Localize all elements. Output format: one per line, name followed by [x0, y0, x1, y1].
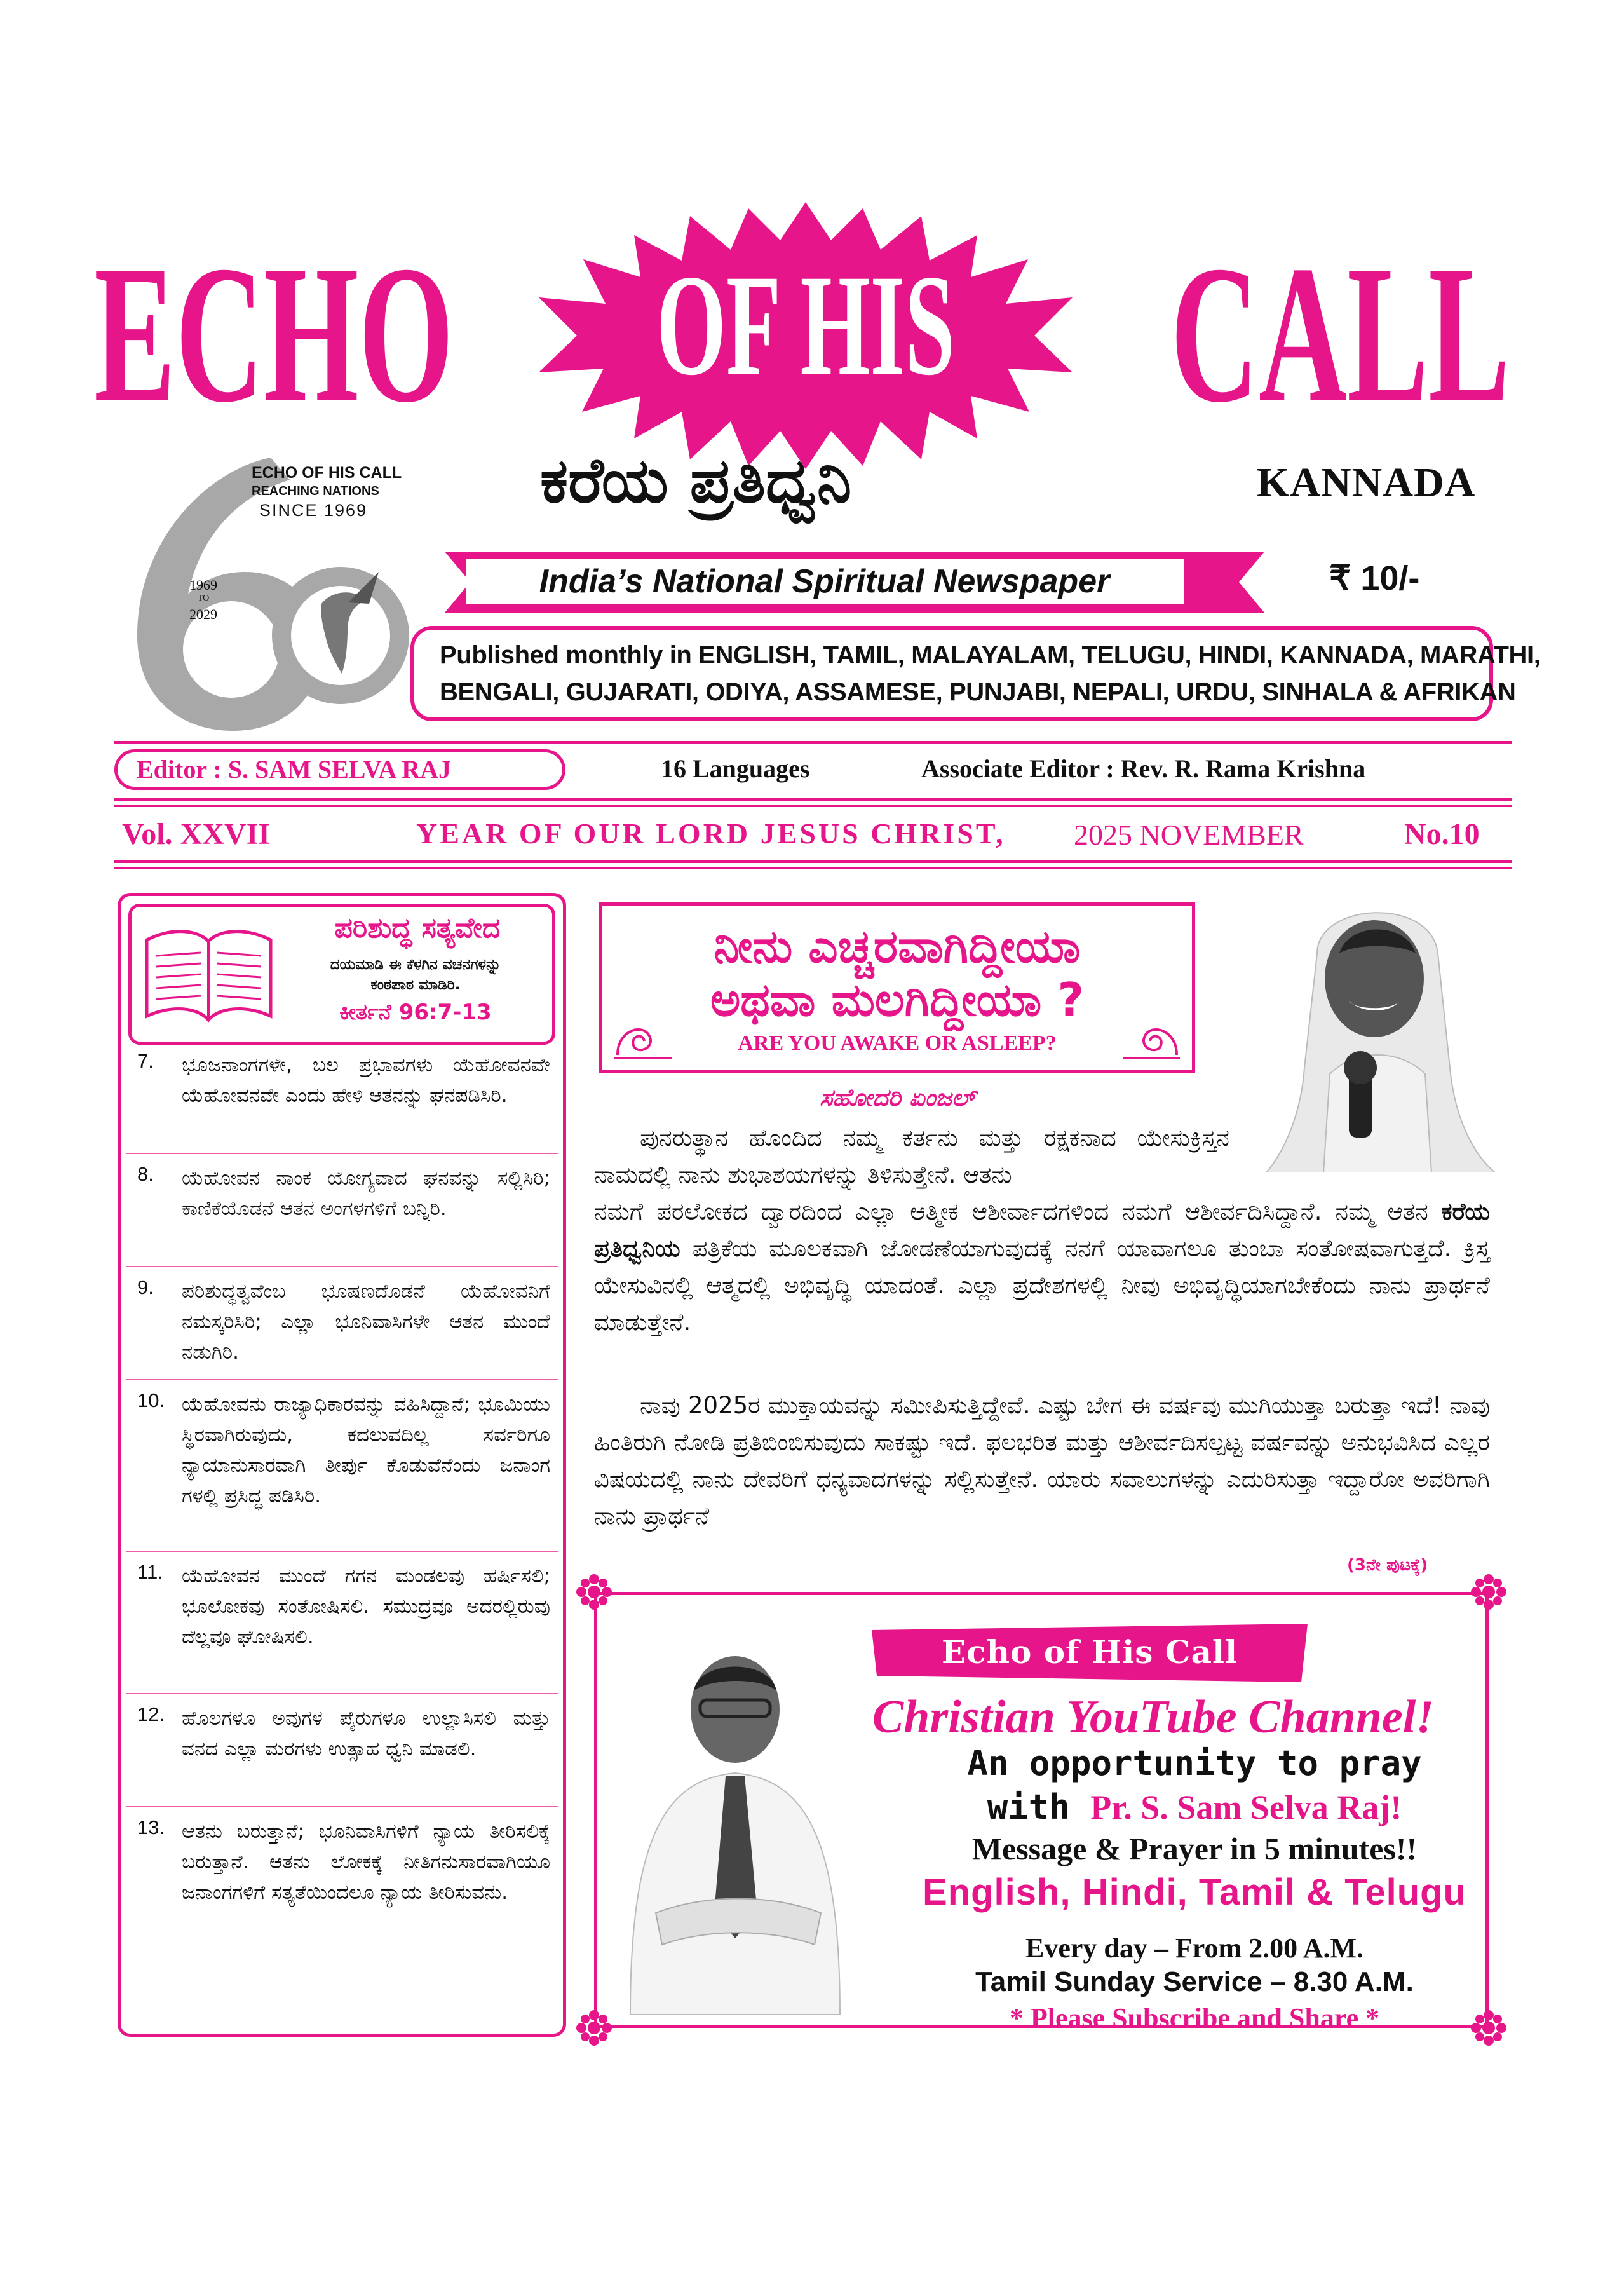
verse-text: ಭೂಜನಾಂಗಗಳೇ, ಬಲ ಪ್ರಭಾವಗಳು ಯೆಹೋವನವೇ ಯೆಹೋವನವೇ ಎಂದು ಹೇಳಿ ಆತನನ್ನು ಘನಪಡಿಸಿರಿ. [182, 1054, 550, 1107]
issue-number: No.10 [1404, 817, 1480, 851]
ad-line-5: Every day – From 2.00 A.M. [1025, 1933, 1364, 1964]
kannada-title: ಕರೆಯ ಪ್ರತಿಧ್ವನಿ [540, 445, 852, 517]
published-line-2: BENGALI, GUJARATI, ODIYA, ASSAMESE, PUNJABI, NEPALI, URDU, SINHALA & AFRIKAN [440, 678, 1516, 706]
published-languages-box [410, 626, 1541, 721]
rule [114, 798, 1512, 801]
flower-star-icon [1471, 1574, 1506, 1610]
verse-text: ಪರಿಶುದ್ಧತ್ವವೆಂಬ ಭೂಷಣದೊಡನೆ ಯೆಹೋವನಿಗೆ ನಮಸ್ಕರಿಸಿರಿ; ಎಲ್ಲಾ ಭೂನಿವಾಸಿಗಳೇ ಆತನ ಮುಂದೆ ನಡುಗಿರಿ. [182, 1280, 550, 1364]
verse-text: ಯೆಹೋವನು ರಾಜ್ಯಾಧಿಕಾರವನ್ನು ವಹಿಸಿದ್ದಾನೆ; ಭೂಮಿಯು ಸ್ಥಿರವಾಗಿರುವುದು, ಕದಲುವದಿಲ್ಲ ಸರ್ವರಿಗೂ ನ್ಯಾಯಾನುಸಾರವಾಗಿ ತೀರ್ಪು ಕೊಡುವೆನೆಂದು ಜನಾಂಗ ಗಳಲ್ಲಿ ಪ್ರಸಿದ್ಧ ಪಡಿಸಿರಿ. [182, 1393, 550, 1507]
flower-star-icon [576, 1574, 612, 1610]
scripture-header [128, 904, 555, 1045]
logo-line3: SINCE 1969 [259, 501, 368, 520]
headline-line-1: ನೀನು ಎಚ್ಚರವಾಗಿದ್ದೀಯಾ [714, 920, 1081, 973]
divider [126, 1266, 558, 1267]
rule [114, 860, 1512, 863]
rule [114, 741, 1512, 744]
article-headline-box [599, 902, 1195, 1073]
verse-number: 12. [137, 1703, 165, 1725]
scripture-reference: ಕೀರ್ತನೆ 96:7-13 [339, 1000, 492, 1025]
verse-text: ಆತನು ಬರುತ್ತಾನೆ; ಭೂನಿವಾಸಿಗಳಿಗೆ ನ್ಯಾಯ ತೀರಿಸಲಿಕ್ಕೆ ಬರುತ್ತಾನೆ. ಆತನು ಲೋಕಕ್ಕೆ ನೀತಿಗನುಸಾರವಾಗಿಯೂ ಜನಾಂಗಗಳಿಗೆ ಸತ್ಯತೆಯಿಂದಲೂ ನ್ಯಾಯ ತೀರಿಸುವನು. [182, 1820, 550, 1904]
rule [114, 867, 1512, 869]
verse-number: 7. [137, 1050, 154, 1072]
divider [126, 1153, 558, 1154]
ad-line-2 [902, 1787, 1487, 1827]
ad-line-1: An opportunity to pray [967, 1743, 1422, 1783]
divider [126, 1693, 558, 1694]
verse-number: 8. [137, 1163, 154, 1185]
verse-text: ಯೆಹೋವನ ನಾಂಕ ಯೋಗ್ಯವಾದ ಘನವನ್ನು ಸಲ್ಲಿಸಿರಿ; ಕಾಣಿಕೆಯೊಡನೆ ಆತನ ಅಂಗಳಗಳಿಗೆ ಬನ್ನಿರಿ. [182, 1167, 550, 1220]
ad-line-2-name: Pr. S. Sam Selva Raj! [1090, 1788, 1402, 1826]
anniversary-logo [112, 445, 410, 737]
para-text: ನಮಗೆ ಪರಲೋಕದ ದ್ವಾರದಿಂದ ಎಲ್ಲಾ ಆತ್ಮೀಕ ಆಶೀರ್ವಾದಗಳಿಂದ ನಮಗೆ ಆಶೀರ್ವದಿಸಿದ್ದಾನೆ. ನಮ್ಮ ಆತನ [594, 1198, 1428, 1225]
verse-number: 13. [137, 1816, 165, 1839]
masthead-call: CALL [1170, 226, 1510, 444]
ad-line-6: Tamil Sunday Service – 8.30 A.M. [975, 1966, 1414, 1997]
article-para-1a: ಪುನರುತ್ಥಾನ ಹೊಂದಿದ ನಮ್ಮ ಕರ್ತನು ಮತ್ತು ರಕ್ಷಕನಾದ ಯೇಸುಕ್ರಿಸ್ತನ ನಾಮದಲ್ಲಿ ನಾನು ಶುಭಾಶಯಗಳನ್ನು ತಿಳಿಸುತ್ತೇನೆ. ಆತನು [594, 1124, 1229, 1188]
languages-count: 16 Languages [661, 754, 810, 783]
associate-editor: Associate Editor : Rev. R. Rama Krishna [921, 754, 1366, 783]
ad-banner-text: Echo of His Call [942, 1633, 1238, 1671]
logo-year-start: 1969 [189, 577, 217, 593]
scripture-instruction-2: ಕಂಠಪಾಠ ಮಾಡಿರಿ. [370, 977, 461, 993]
volume: Vol. XXVII [122, 817, 270, 851]
verse-number: 9. [137, 1276, 154, 1298]
ad-line-3: Message & Prayer in 5 minutes!! [971, 1831, 1418, 1866]
ornament-icon [1120, 1010, 1183, 1061]
headline-english: ARE YOU AWAKE OR ASLEEP? [738, 1031, 1057, 1055]
verse-text: ಯೆಹೋವನ ಮುಂದೆ ಗಗನ ಮಂಡಲವು ಹರ್ಷಿಸಲಿ; ಭೂಲೋಕವು ಸಂತೋಷಿಸಲಿ. ಸಮುದ್ರವೂ ಅದರಲ್ಲಿರುವು ದೆಲ್ಲವೂ ಘೋಷಿಸಲಿ. [182, 1565, 550, 1648]
year-of-our-lord: YEAR OF OUR LORD JESUS CHRIST, [416, 817, 1006, 850]
ornament-icon [611, 1010, 675, 1061]
published-line-1: Published monthly in ENGLISH, TAMIL, MALAYALAM, TELUGU, HINDI, KANNADA, MARATHI, [440, 641, 1541, 669]
article-para-1b [594, 1193, 1490, 1341]
editor-name: Editor : S. SAM SELVA RAJ [114, 749, 565, 790]
verse-number: 11. [137, 1561, 163, 1583]
ad-line-2-prefix: with [987, 1787, 1091, 1827]
verse-number: 10. [137, 1389, 165, 1411]
divider [126, 1379, 558, 1380]
masthead-echo: ECHO [94, 226, 454, 444]
logo-year-to: TO [197, 594, 210, 603]
para-text: ಪತ್ರಿಕೆಯ ಮೂಲಕವಾಗಿ ಜೋಡಣೆಯಾಗುವುದಕ್ಕೆ ನನಗೆ ಯಾವಾಗಲೂ ತುಂಬಾ ಸಂತೋಷವಾಗುತ್ತದೆ. ಕ್ರಿಸ್ತ ಯೇಸುವಿನಲ್ಲಿ ಆತ್ಮದಲ್ಲಿ ಅಭಿವೃದ್ಧಿ ಯಾದಂತೆ. ಎಲ್ಲಾ ಪ್ರದೇಶಗಳಲ್ಲಿ ನೀವು ಅಭಿವೃದ್ಧಿಯಾಗಬೇಕೆಂದು ನಾನು ಪ್ರಾರ್ಥನೆ ಮಾಡುತ್ತೇನೆ. [594, 1235, 1491, 1336]
headline-line-2: ಅಥವಾ ಮಲಗಿದ್ದೀಯಾ ? [710, 973, 1085, 1026]
scripture-column [118, 893, 566, 2037]
tagline-text: India’s National Spiritual Newspaper [539, 563, 1110, 600]
rule [114, 805, 1512, 807]
article-author: ಸಹೋದರಿ ಏಂಜಲ್ [820, 1084, 975, 1111]
price: ₹ 10/- [1329, 559, 1420, 597]
divider [126, 1551, 558, 1552]
scripture-title: ಪರಿಶುದ್ಧ ಸತ್ಯವೇದ [334, 912, 501, 944]
masthead-of-his: OF HIS [656, 245, 955, 405]
scripture-instruction-1: ದಯಮಾಡಿ ಈ ಕೆಳಗಿನ ವಚನಗಳನ್ನು [330, 956, 501, 973]
verse-text: ಹೊಲಗಳೂ ಅವುಗಳ ಪೈರುಗಳೂ ಉಲ್ಲಾಸಿಸಲಿ ಮತ್ತು ವನದ ಎಲ್ಲಾ ಮರಗಳು ಉತ್ಸಾಹ ಧ್ವನಿ ಮಾಡಲಿ. [182, 1707, 550, 1760]
author-photo [1241, 883, 1501, 1172]
issue-date: 2025 NOVEMBER [1074, 819, 1304, 851]
continued-note: (3ನೇ ಪುಟಕ್ಕೆ) [1347, 1556, 1428, 1575]
flower-star-icon [576, 2010, 612, 2046]
para-bold-text: ಕರೆಯ ಪ್ರತಿಧ್ವನಿಯ [594, 1198, 1490, 1262]
logo-year-end: 2029 [189, 606, 217, 622]
article-para-2: ನಾವು 2025ರ ಮುಕ್ತಾಯವನ್ನು ಸಮೀಪಿಸುತ್ತಿದ್ದೇವೆ. ಎಷ್ಟು ಬೇಗ ಈ ವರ್ಷವು ಮುಗಿಯುತ್ತಾ ಬರುತ್ತಾ ಇದೆ! ನಾವು ಹಿಂತಿರುಗಿ ನೋಡಿ ಪ್ರತಿಬಿಂಬಿಸುವುದು ಸಾಕಷ್ಟು ಇದೆ. ಫಲಭರಿತ ಮತ್ತು ಆಶೀರ್ವದಿಸಲ್ಪಟ್ಟ ವರ್ಷವನ್ನು ಅನುಭವಿಸಿದ ಎಲ್ಲರ ವಿಷಯದಲ್ಲಿ ನಾನು ದೇವರಿಗೆ ಧನ್ಯವಾದಗಳನ್ನು ಸಲ್ಲಿಸುತ್ತೇನೆ. ಯಾರು ಸವಾಲುಗಳನ್ನು ಎದುರಿಸುತ್ತಾ ಇದ್ದಾರೋ ಅವರಿಗಾಗಿ ನಾನು ಪ್ರಾರ್ಥನೆ [594, 1392, 1490, 1530]
ad-channel-title: Christian YouTube Channel! [872, 1691, 1435, 1743]
ad-line-7: * Please Subscribe and Share * [1009, 2002, 1380, 2034]
divider [126, 1806, 558, 1807]
ad-line-4: English, Hindi, Tamil & Telugu [923, 1872, 1466, 1913]
logo-line1: ECHO OF HIS CALL [252, 464, 402, 482]
bible-icon [140, 921, 277, 1029]
logo-line2: REACHING NATIONS [252, 484, 379, 498]
language-label: KANNADA [1257, 459, 1476, 506]
